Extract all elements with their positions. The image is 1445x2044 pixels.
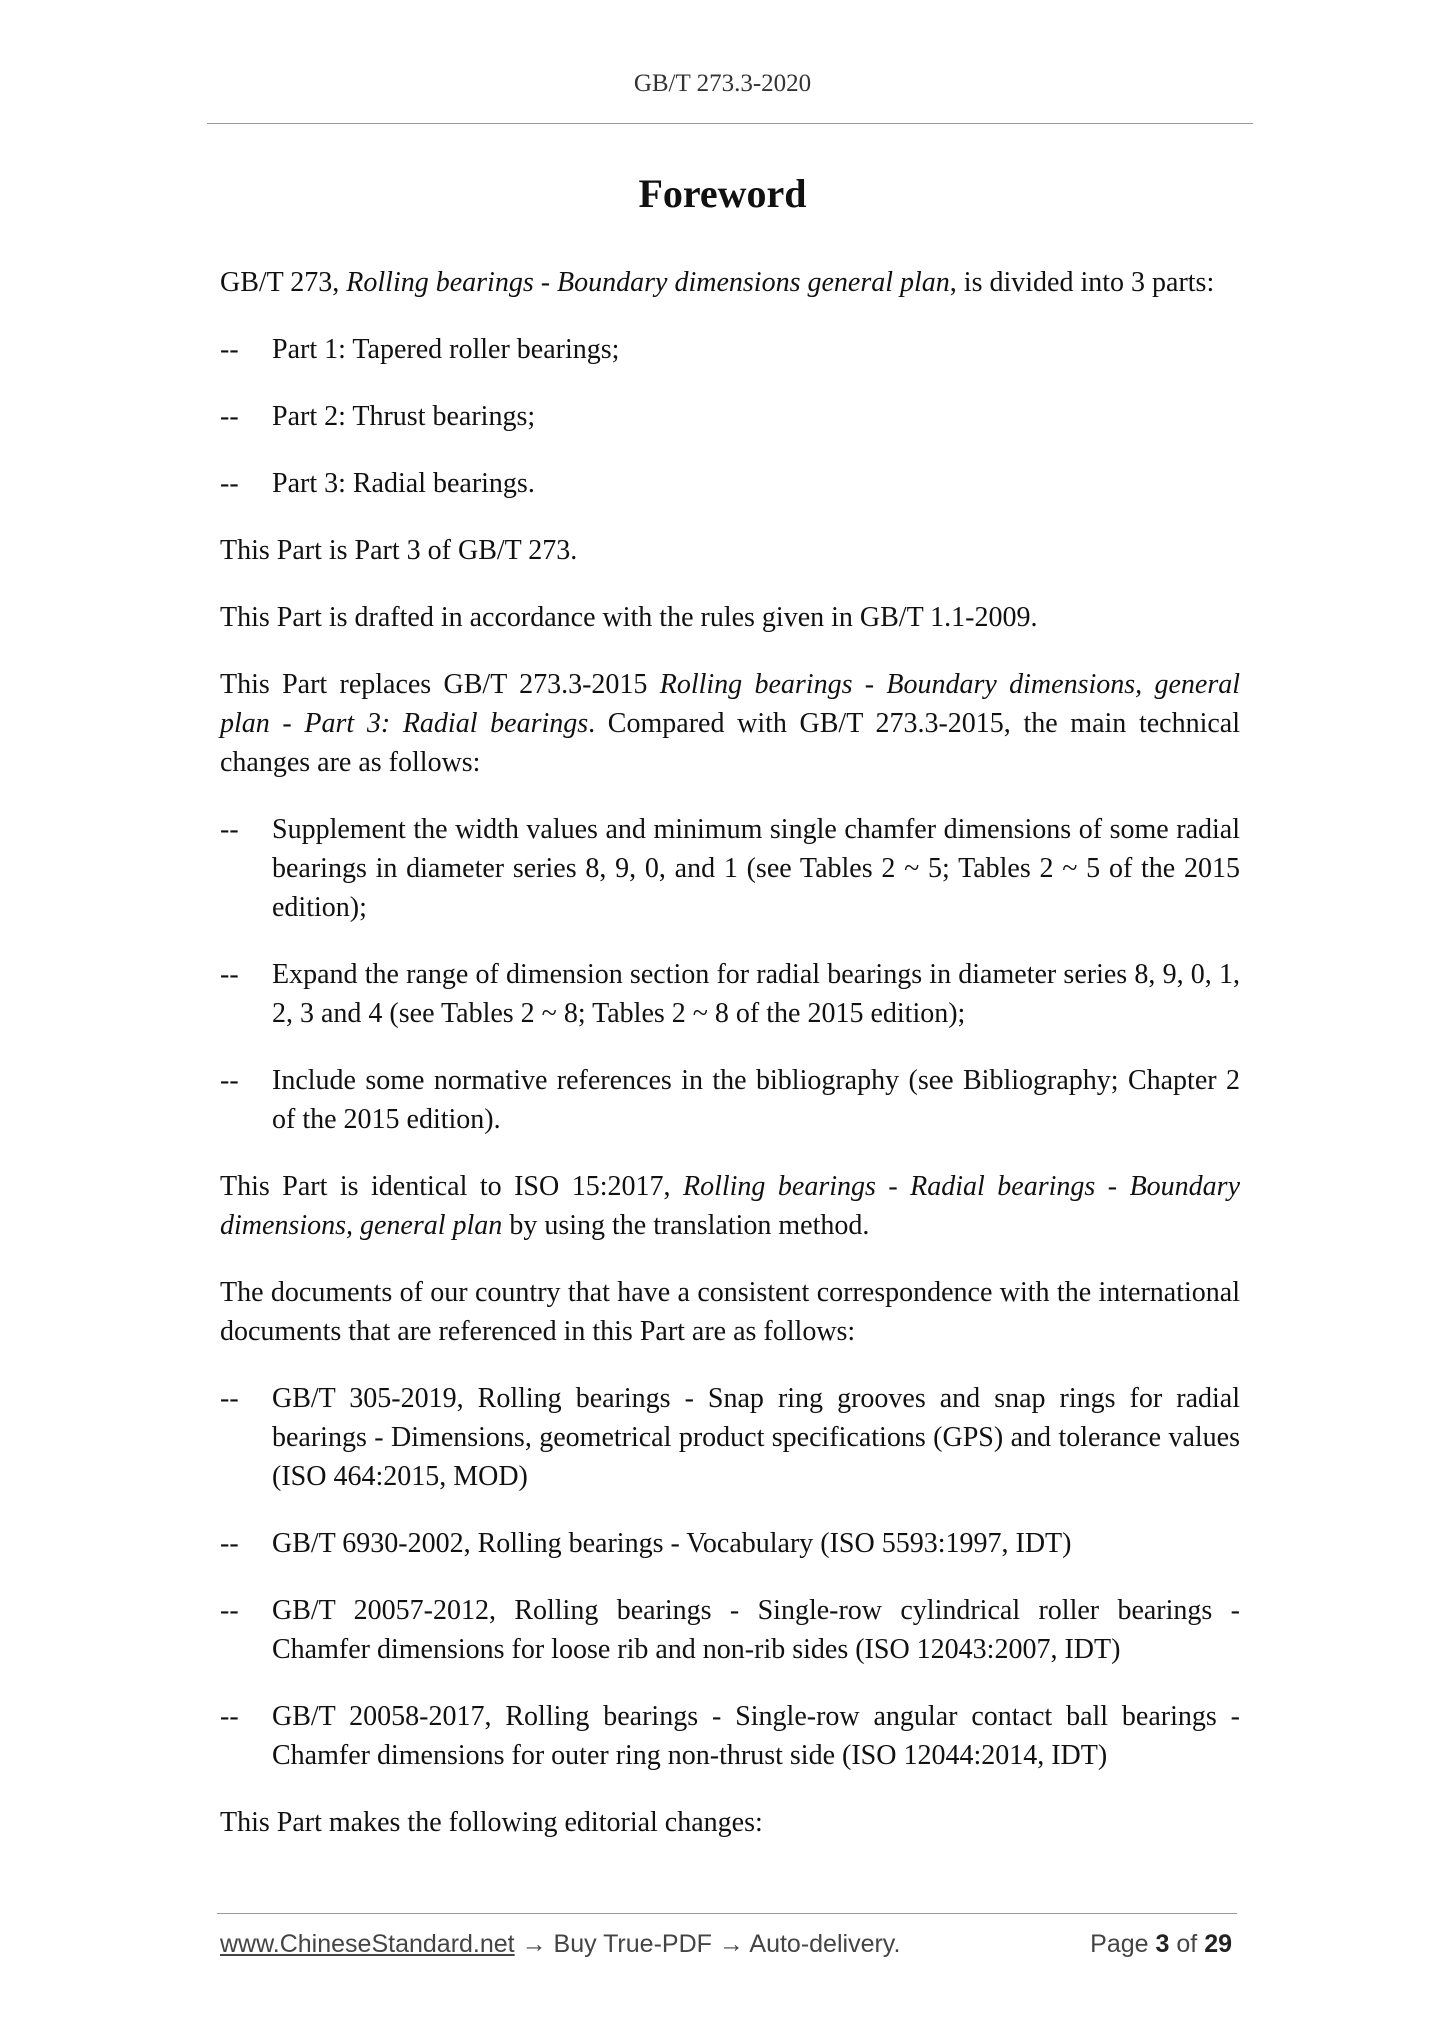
dash-marker: -- [220, 1065, 239, 1096]
dash-marker: -- [220, 401, 239, 432]
reference-item-4: -- GB/T 20058-2017, Rolling bearings - Single-row angular contact ball bearings - Chamfer dimensions for outer ring non-thrust side (ISO 12044:2014, IDT) [220, 1697, 1240, 1775]
dash-marker: -- [220, 959, 239, 990]
list-item-part-2: -- Part 2: Thrust bearings; [220, 397, 1240, 436]
dash-marker: -- [220, 1595, 239, 1626]
current-page-number: 3 [1155, 1930, 1170, 1958]
change-item-1: -- Supplement the width values and minimum single chamfer dimensions of some radial bearings in diameter series 8, 9, 0, and 1 (see Tables 2 ~ 5; Tables 2 ~ 5 of the 2015 edition); [220, 810, 1240, 927]
dash-marker: -- [220, 334, 239, 365]
page-indicator: Page 3 of 29 [1090, 1930, 1232, 1958]
dash-marker: -- [220, 1528, 239, 1559]
dash-marker: -- [220, 814, 239, 845]
page-header [0, 70, 1445, 98]
footer-tagline: → Buy True-PDF → Auto-delivery. [514, 1930, 901, 1958]
website-link[interactable]: www.ChineseStandard.net [220, 1930, 515, 1958]
documents-paragraph: The documents of our country that have a consistent correspondence with the international documents that are referenced in this Part are as follows: [220, 1277, 1240, 1347]
list-item-part-1: -- Part 1: Tapered roller bearings; [220, 330, 1240, 369]
page-title: Foreword [638, 171, 807, 216]
editorial-paragraph: This Part makes the following editorial changes: [220, 1807, 763, 1838]
intro-paragraph: GB/T 273, Rolling bearings - Boundary dimensions general plan, is divided into 3 parts: [220, 267, 1215, 298]
dash-marker: -- [220, 1701, 239, 1732]
dash-marker: -- [220, 1383, 239, 1414]
identical-title-italic: Rolling bearings - Radial bearings - Boundary dimensions, general plan [220, 1171, 1240, 1241]
footer-divider [217, 1913, 1237, 1914]
change-item-2: -- Expand the range of dimension section for radial bearings in diameter series 8, 9, 0, 1, 2, 3 and 4 (see Tables 2 ~ 8; Tables 2 ~ 8 of the 2015 edition); [220, 955, 1240, 1033]
header-divider [207, 123, 1253, 124]
part3-paragraph: This Part is Part 3 of GB/T 273. [220, 535, 578, 566]
change-item-3: -- Include some normative references in the bibliography (see Bibliography; Chapter 2 of the 2015 edition). [220, 1061, 1240, 1139]
reference-item-1: -- GB/T 305-2019, Rolling bearings - Snap ring grooves and snap rings for radial bearings - Dimensions, geometrical product specifications (GPS) and tolerance values (ISO 464:2015, MOD) [220, 1379, 1240, 1496]
drafted-paragraph: This Part is drafted in accordance with the rules given in GB/T 1.1-2009. [220, 602, 1038, 633]
document-id: GB/T 273.3-2020 [633, 70, 812, 97]
reference-item-3: -- GB/T 20057-2012, Rolling bearings - Single-row cylindrical roller bearings - Chamfer dimensions for loose rib and non-rib sides (ISO 12043:2007, IDT) [220, 1591, 1240, 1669]
replaces-paragraph: This Part replaces GB/T 273.3-2015 Rolling bearings - Boundary dimensions, general plan - Part 3: Radial bearings. Compared with GB/T 273.3-2015, the main technical changes are as follows: [220, 669, 1240, 778]
list-item-part-3: -- Part 3: Radial bearings. [220, 464, 1240, 503]
reference-item-2: -- GB/T 6930-2002, Rolling bearings - Vocabulary (ISO 5593:1997, IDT) [220, 1524, 1240, 1563]
document-body [220, 263, 1240, 1870]
page-footer [220, 1930, 1232, 1959]
intro-title-italic: Rolling bearings - Boundary dimensions general plan [346, 267, 950, 298]
replaces-title-italic: Rolling bearings - Boundary dimensions, general plan - Part 3: Radial bearings [220, 669, 1240, 739]
dash-marker: -- [220, 468, 239, 499]
identical-paragraph: This Part is identical to ISO 15:2017, Rolling bearings - Radial bearings - Boundary dimensions, general plan by using the translation method. [220, 1171, 1240, 1241]
total-page-count: 29 [1204, 1930, 1232, 1958]
